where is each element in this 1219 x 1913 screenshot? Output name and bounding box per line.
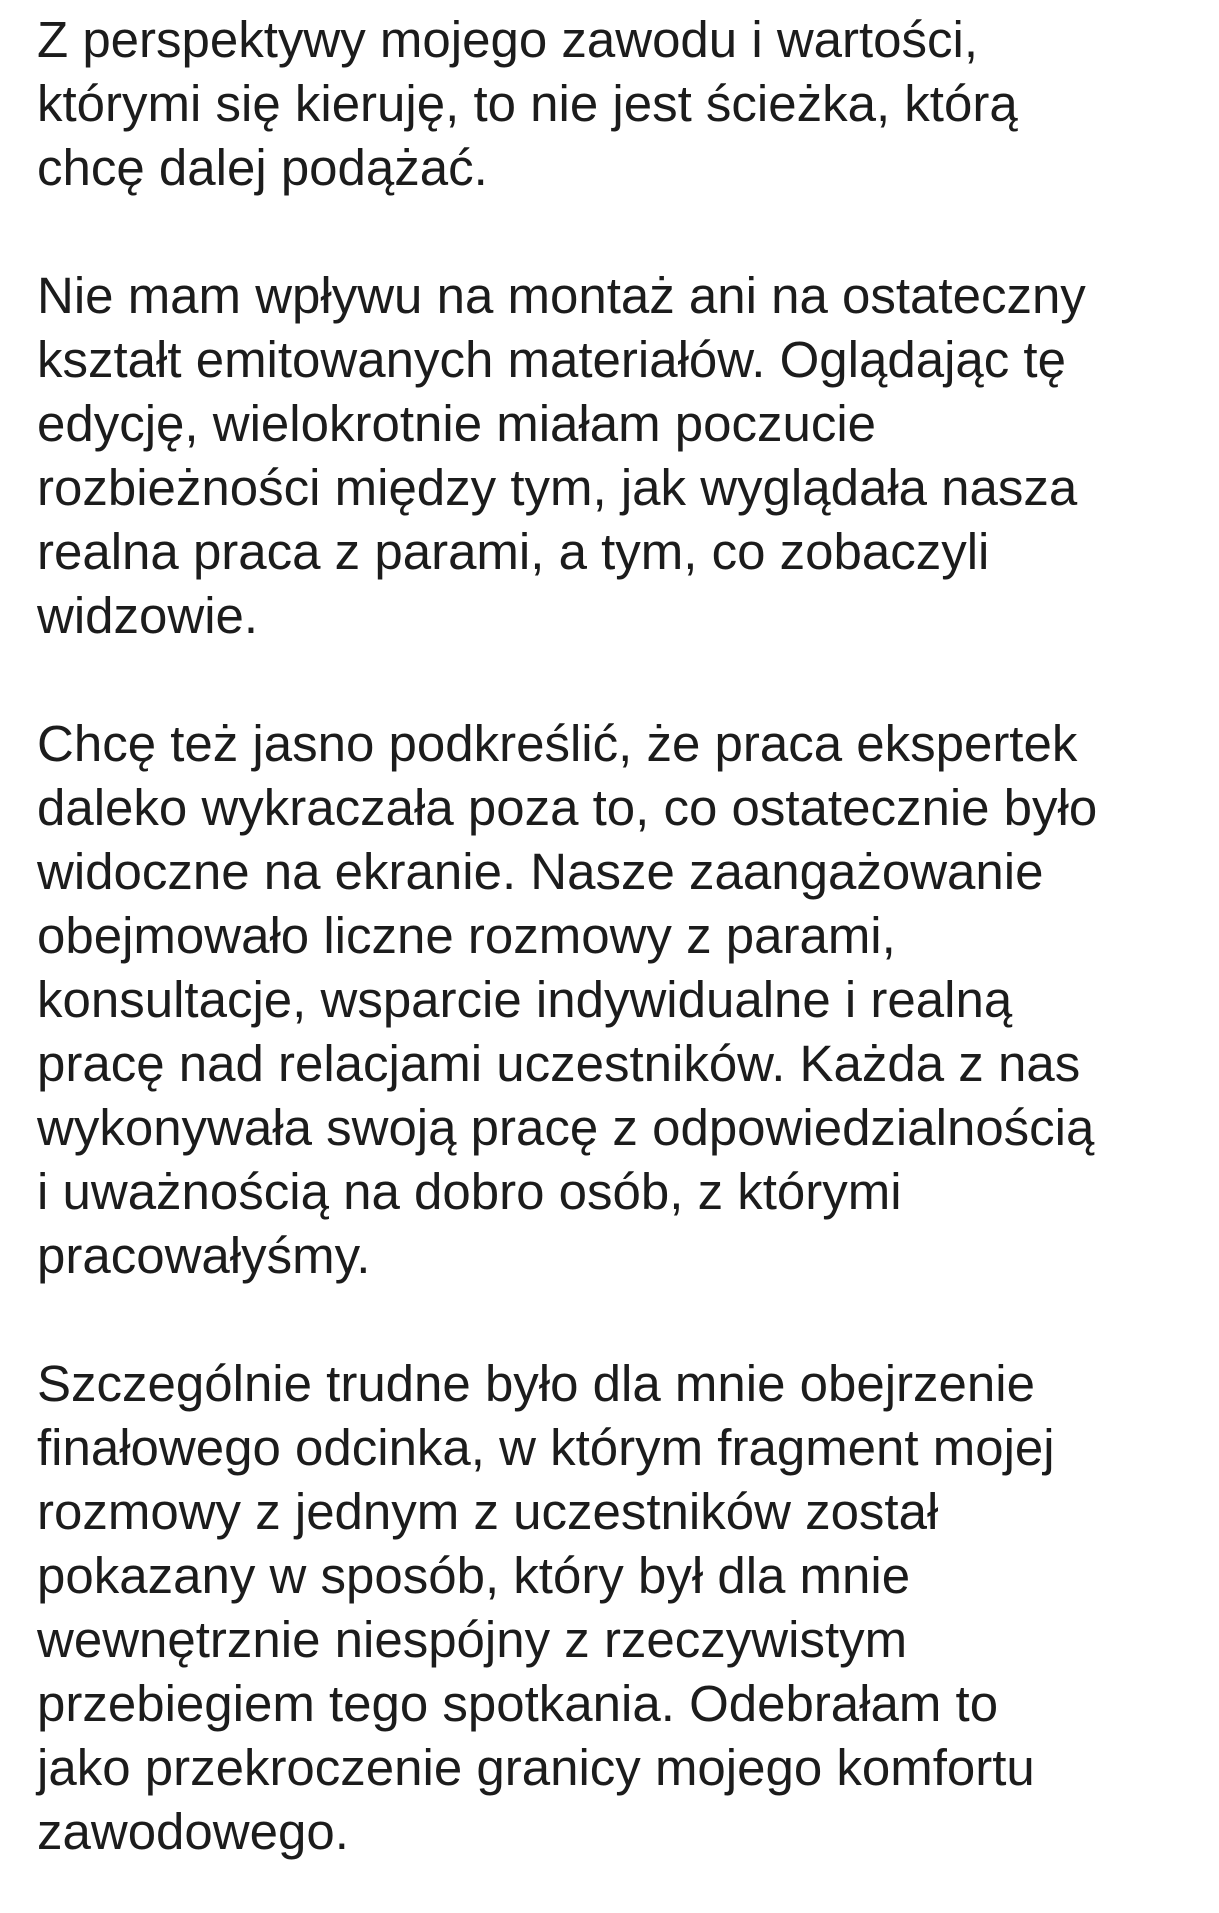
text-line: kształt emitowanych materiałów. Oglądając tę xyxy=(37,331,1066,388)
text-line: Chcę też jasno podkreślić, że praca ekspertek xyxy=(37,715,1078,772)
text-line: rozbieżności między tym, jak wyglądała nasza xyxy=(37,459,1078,516)
paragraph-1 xyxy=(37,8,1187,200)
text-line: daleko wykraczała poza to, co ostatecznie było xyxy=(37,779,1098,836)
post-body xyxy=(37,8,1187,1864)
text-line: zawodowego. xyxy=(37,1803,349,1860)
text-line: pokazany w sposób, który był dla mnie xyxy=(37,1547,911,1604)
text-line: którymi się kieruję, to nie jest ścieżka, którą xyxy=(37,75,1018,132)
text-line: widzowie. xyxy=(37,587,259,644)
paragraph-4 xyxy=(37,1352,1187,1864)
text-line: chcę dalej podążać. xyxy=(37,139,488,196)
text-line: i uważnością na dobro osób, z którymi xyxy=(37,1163,902,1220)
paragraph-3 xyxy=(37,712,1187,1288)
text-line: pracę nad relacjami uczestników. Każda z nas xyxy=(37,1035,1081,1092)
text-line: obejmowało liczne rozmowy z parami, xyxy=(37,907,896,964)
text-line: realna praca z parami, a tym, co zobaczyli xyxy=(37,523,990,580)
text-line: edycję, wielokrotnie miałam poczucie xyxy=(37,395,877,452)
text-line: rozmowy z jednym z uczestników został xyxy=(37,1483,939,1540)
text-line: Z perspektywy mojego zawodu i wartości, xyxy=(37,11,979,68)
text-line: pracowałyśmy. xyxy=(37,1227,371,1284)
text-line: jako przekroczenie granicy mojego komfortu xyxy=(37,1739,1035,1796)
text-line: Nie mam wpływu na montaż ani na ostateczny xyxy=(37,267,1086,324)
text-line: finałowego odcinka, w którym fragment mojej xyxy=(37,1419,1055,1476)
text-line: przebiegiem tego spotkania. Odebrałam to xyxy=(37,1675,999,1732)
text-line: konsultacje, wsparcie indywidualne i realną xyxy=(37,971,1013,1028)
text-line: Szczególnie trudne było dla mnie obejrzenie xyxy=(37,1355,1035,1412)
text-line: widoczne na ekranie. Nasze zaangażowanie xyxy=(37,843,1044,900)
text-line: wykonywała swoją pracę z odpowiedzialnością xyxy=(37,1099,1095,1156)
text-line: wewnętrznie niespójny z rzeczywistym xyxy=(37,1611,908,1668)
paragraph-2 xyxy=(37,264,1187,648)
